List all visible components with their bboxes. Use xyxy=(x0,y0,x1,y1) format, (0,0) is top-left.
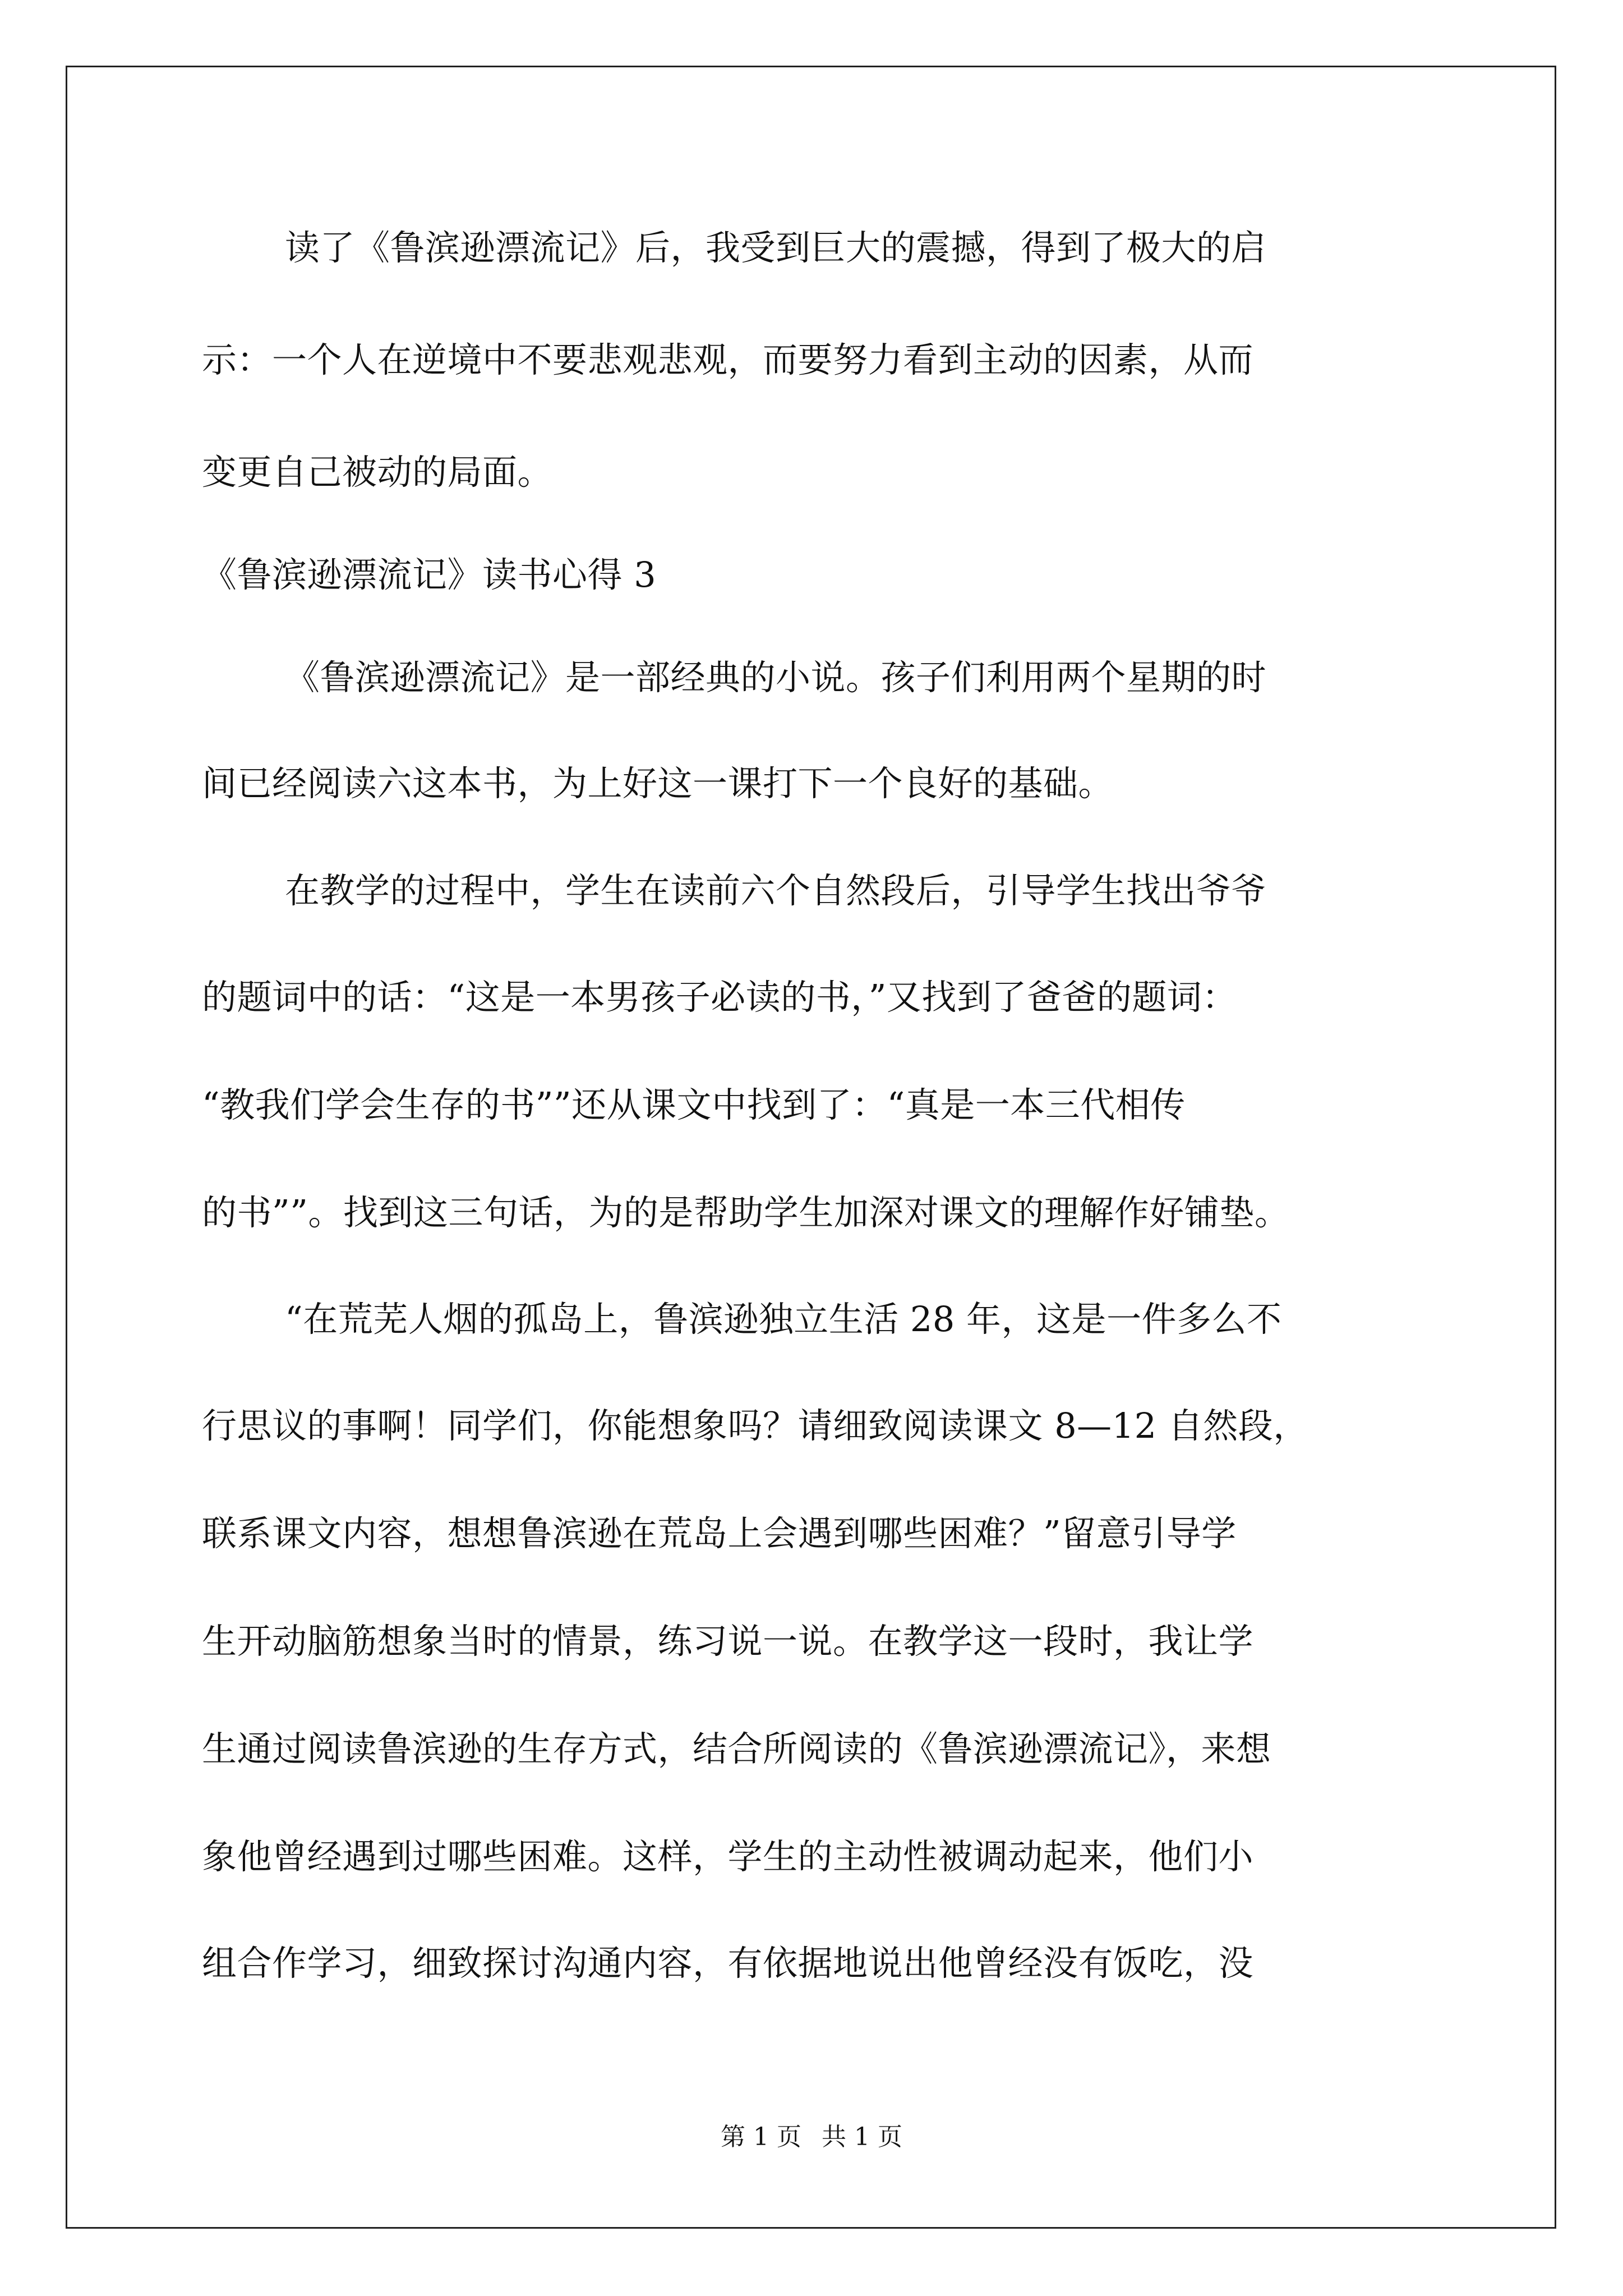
paragraph-line: 的题词中的话：“这是一本男孩子必读的书，”又找到了爸爸的题词： xyxy=(202,977,1237,1018)
paragraph-line: 生通过阅读鲁滨逊的生存方式，结合所阅读的《鲁滨逊漂流记》，来想 xyxy=(202,1728,1271,1769)
paragraph-line: 示：一个人在逆境中不要悲观悲观，而要努力看到主动的因素，从而 xyxy=(202,339,1254,380)
paragraph-line: 读了《鲁滨逊漂流记》后，我受到巨大的震撼，得到了极大的启 xyxy=(285,227,1267,268)
paragraph-line: 《鲁滨逊漂流记》是一部经典的小说。孩子们利用两个星期的时 xyxy=(285,657,1267,698)
paragraph-line: 的书””。找到这三句话，为的是帮助学生加深对课文的理解作好铺垫。 xyxy=(202,1192,1290,1233)
paragraph-line: “在荒芜人烟的孤岛上，鲁滨逊独立生活 28 年，这是一件多么不 xyxy=(285,1299,1282,1340)
paragraph-line: 生开动脑筋想象当时的情景，练习说一说。在教学这一段时，我让学 xyxy=(202,1621,1254,1662)
page-number: 第 1 页 xyxy=(721,2123,801,2151)
paragraph-line: 联系课文内容，想想鲁滨逊在荒岛上会遇到哪些困难？”留意引导学 xyxy=(202,1513,1237,1554)
paragraph-line: 组合作学习，细致探讨沟通内容，有依据地说出他曾经没有饭吃，没 xyxy=(202,1943,1254,1984)
paragraph-line: “教我们学会生存的书””还从课文中找到了：“真是一本三代相传 xyxy=(202,1084,1186,1125)
paragraph-line: 间已经阅读六这本书，为上好这一课打下一个良好的基础。 xyxy=(202,763,1114,804)
page-footer xyxy=(0,2120,1623,2154)
paragraph-line: 在教学的过程中，学生在读前六个自然段后，引导学生找出爷爷 xyxy=(285,870,1267,911)
page-total: 共 1 页 xyxy=(822,2123,902,2151)
paragraph-line: 行思议的事啊！同学们，你能想象吗？请细致阅读课文 8—12 自然段， xyxy=(202,1405,1308,1446)
section-heading: 《鲁滨逊漂流记》读书心得 3 xyxy=(202,554,657,595)
paragraph-line: 变更自己被动的局面。 xyxy=(202,452,553,493)
paragraph-line: 象他曾经遇到过哪些困难。这样，学生的主动性被调动起来，他们小 xyxy=(202,1836,1254,1877)
